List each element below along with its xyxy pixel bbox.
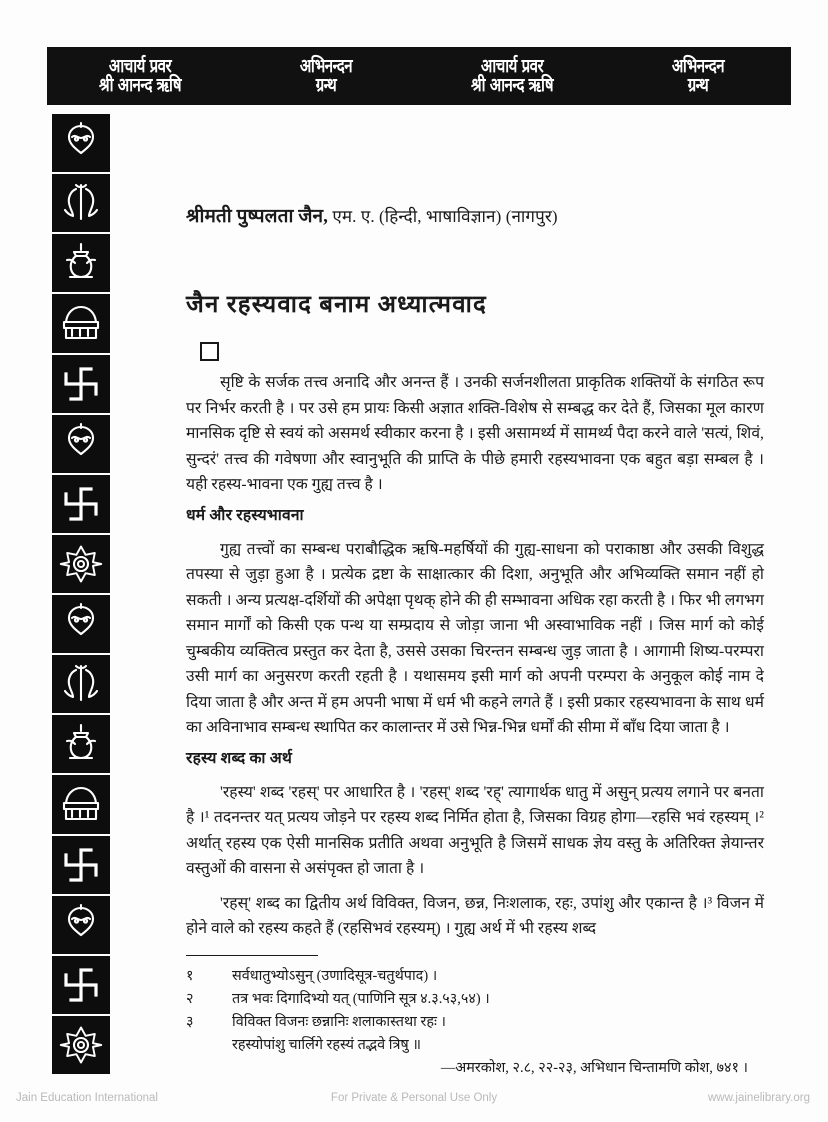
footer-right-link[interactable]: www.jainelibrary.org — [707, 1092, 810, 1104]
darpan-mirror-icon — [58, 421, 104, 467]
kalash-pot-icon — [58, 721, 104, 767]
nandyavarta-star-icon — [58, 541, 104, 587]
body-paragraph: गुह्य तत्त्वों का सम्बन्ध पराबौद्धिक ऋषि-महर्षियों की गुह्य-साधना को पराकाष्ठा और उसकी विशुद्ध तपस्या से जुड़ा हुआ है । प्रत्येक द्रष्टा के साक्षात्कार की दिशा, अनुभूति और अभिव्यक्ति समान नहीं हो सकती । अन्य प्रत्यक्ष-दर्शियों की अपेक्षा पृथक् होने की ही सम्भावना अधिक रहा करती है । फिर भी लगभग समान मार्गों को किसी एक पन्थ या सम्प्रदाय से जोड़ा जाना भी अस्वाभाविक नहीं । जिस मार्ग को कोई चुम्बकीय व्यक्तित्व प्रस्तुत कर देता है, उससे उसका चिरन्तन सम्बन्ध जुड़ जाता है । आगामी शिष्य-परम्परा उसी मार्ग का अनुसरण करती रहती है । यथासमय इसी मार्ग को अपनी परम्परा के अनुकूल कोई नाम दे दिया जाता है और अन्त में हम अपनी भाषा में धर्म भी कहने लगते हैं । इसी प्रकार रहस्यभावना के साथ धर्म का अविनाभाव सम्बन्ध स्थापित कर कालान्तर में उसे भिन्न-भिन्न धर्मों की सीमा में बाँध दिया जाता है । — [186, 540, 764, 736]
body-paragraph: 'रहस्' शब्द का द्वितीय अर्थ विविक्त, विजन, छन्न, निःशलाक, रहः, उपांशु और एकान्त है ।³ विजन में होने वाले को रहस्य कहते हैं (रहसिभवं रहस्यम्) । गुह्य अर्थ में भी रहस्य शब्द — [186, 894, 764, 937]
footer-center-text: For Private & Personal Use Only — [330, 1092, 498, 1104]
symbol-cell — [52, 956, 110, 1014]
darpan-mirror-icon — [58, 120, 104, 166]
section-heading: धर्म और रहस्यभावना — [186, 506, 304, 524]
symbol-cell — [52, 715, 110, 773]
symbol-cell — [52, 836, 110, 894]
matsya-yugma-fish-pair-icon — [58, 180, 104, 226]
kalash-pot-icon — [58, 240, 104, 286]
footnote-text: विविक्त विजनः छन्नानिः शलाकास्तथा रहः । — [232, 1014, 446, 1031]
symbol-cell — [52, 294, 110, 352]
ashta-mangala-symbol-strip — [52, 114, 110, 1074]
bhadrasana-throne-icon — [58, 300, 104, 346]
banner-line-4: ग्रन्थ — [687, 73, 709, 96]
footnote-separator-rule — [186, 955, 318, 957]
author-name: श्रीमती पुष्पलता जैन, — [186, 206, 329, 227]
symbol-cell — [52, 174, 110, 232]
author-credentials: एम. ए. (हिन्दी, भाषाविज्ञान) (नागपुर) — [332, 207, 558, 226]
symbol-cell — [52, 595, 110, 653]
banner-line-2: श्री आनन्द ऋषि — [98, 73, 182, 96]
article-body — [186, 370, 764, 942]
paragraph-start-box-icon — [200, 342, 219, 361]
symbol-cell — [52, 415, 110, 473]
darpan-mirror-icon — [58, 902, 104, 948]
banner-line-2: श्री आनन्द ऋषि — [470, 73, 554, 96]
symbol-cell — [52, 234, 110, 292]
banner-line-1: आचार्य प्रवर — [108, 54, 172, 77]
banner-unit — [233, 54, 419, 96]
author-byline — [186, 202, 764, 228]
footer-left-text: Jain Education International — [16, 1092, 158, 1104]
nandyavarta-star-icon — [58, 1022, 104, 1068]
banner-line-3: अभिनन्दन — [299, 54, 353, 77]
symbol-cell — [52, 1016, 110, 1074]
footnote-number: ३ — [186, 1014, 194, 1031]
footnote-item — [186, 965, 764, 988]
banner-line-1: आचार्य प्रवर — [480, 54, 544, 77]
bhadrasana-throne-icon — [58, 781, 104, 827]
footnote-source-citation: —अमरकोश, २.८, २२-२३, अभिधान चिन्तामणि कोश, ७४१ । — [440, 1060, 748, 1077]
footnote-continuation: रहस्योपांशु चार्लिगे रहस्यं तद्भवे त्रिषु ॥ — [232, 1037, 421, 1054]
footnote-text: तत्र भवः दिगादिभ्यो यत् (पाणिनि सूत्र ४.३.५३,५४) । — [232, 991, 490, 1008]
banner-unit — [605, 54, 791, 96]
footnote-list — [186, 965, 764, 1080]
section-heading: रहस्य शब्द का अर्थ — [186, 749, 293, 767]
symbol-cell — [52, 896, 110, 954]
page-header-banner — [47, 47, 791, 105]
banner-top-deckle — [47, 47, 791, 51]
page-footer — [0, 1088, 828, 1108]
swastika-icon — [58, 361, 104, 407]
swastika-icon — [58, 481, 104, 527]
symbol-cell — [52, 114, 110, 172]
swastika-icon — [58, 962, 104, 1008]
banner-bottom-deckle — [47, 101, 791, 105]
text-column — [186, 150, 764, 1080]
article-title: जैन रहस्यवाद बनाम अध्यात्मवाद — [186, 292, 487, 318]
darpan-mirror-icon — [58, 601, 104, 647]
footnote-number: २ — [186, 991, 194, 1008]
body-paragraph: 'रहस्य' शब्द 'रहस्' पर आधारित है । 'रहस्' शब्द 'रह्' त्यागार्थक धातु में असुन् प्रत्यय लगाने पर बनता है ।¹ तदनन्तर यत् प्रत्यय जोड़ने पर रहस्य शब्द निर्मित होता है, जिसका विग्रह होगा—रहसि भवं रहस्यम् ।² अर्थात् रहस्य एक ऐसी मानसिक प्रतीति अथवा अनुभूति है जिसमें साधक ज्ञेय वस्तु के अतिरिक्त ज्ञेयान्तर वस्तुओं की वासना से असंपृक्त हो जाता है । — [186, 783, 764, 877]
footnote-item — [186, 988, 764, 1011]
banner-line-4: ग्रन्थ — [315, 73, 337, 96]
footnote-item — [186, 1011, 764, 1034]
matsya-yugma-fish-pair-icon — [58, 661, 104, 707]
banner-line-3: अभिनन्दन — [671, 54, 725, 77]
footnote-number: १ — [186, 968, 194, 985]
symbol-cell — [52, 655, 110, 713]
symbol-cell — [52, 355, 110, 413]
symbol-cell — [52, 535, 110, 593]
footnote-text: सर्वधातुभ्योऽसुन् (उणादिसूत्र-चतुर्थपाद) । — [232, 968, 438, 985]
body-paragraph: सृष्टि के सर्जक तत्त्व अनादि और अनन्त हैं । उनकी सर्जनशीलता प्राकृतिक शक्तियों के संगठित रूप पर निर्भर करती है । पर उसे हम प्रायः किसी अज्ञात शक्ति-विशेष से सम्बद्ध कर देते हैं, जिसका मूल कारण मानसिक दृष्टि से स्वयं को असमर्थ स्वीकार करना है । इसी असामर्थ्य में सामर्थ्य पैदा करने वाले 'सत्यं, शिवं, सुन्दरं' तत्त्व की गवेषणा और स्वानुभूति की प्राप्ति के पीछे हमारी रहस्यभावना एक बहुत बड़ा सम्बल है । यही रहस्य-भावना एक गुह्य तत्त्व है । — [186, 374, 764, 493]
banner-unit — [47, 54, 233, 96]
symbol-cell — [52, 775, 110, 833]
symbol-cell — [52, 475, 110, 533]
swastika-icon — [58, 842, 104, 888]
banner-unit — [419, 54, 605, 96]
